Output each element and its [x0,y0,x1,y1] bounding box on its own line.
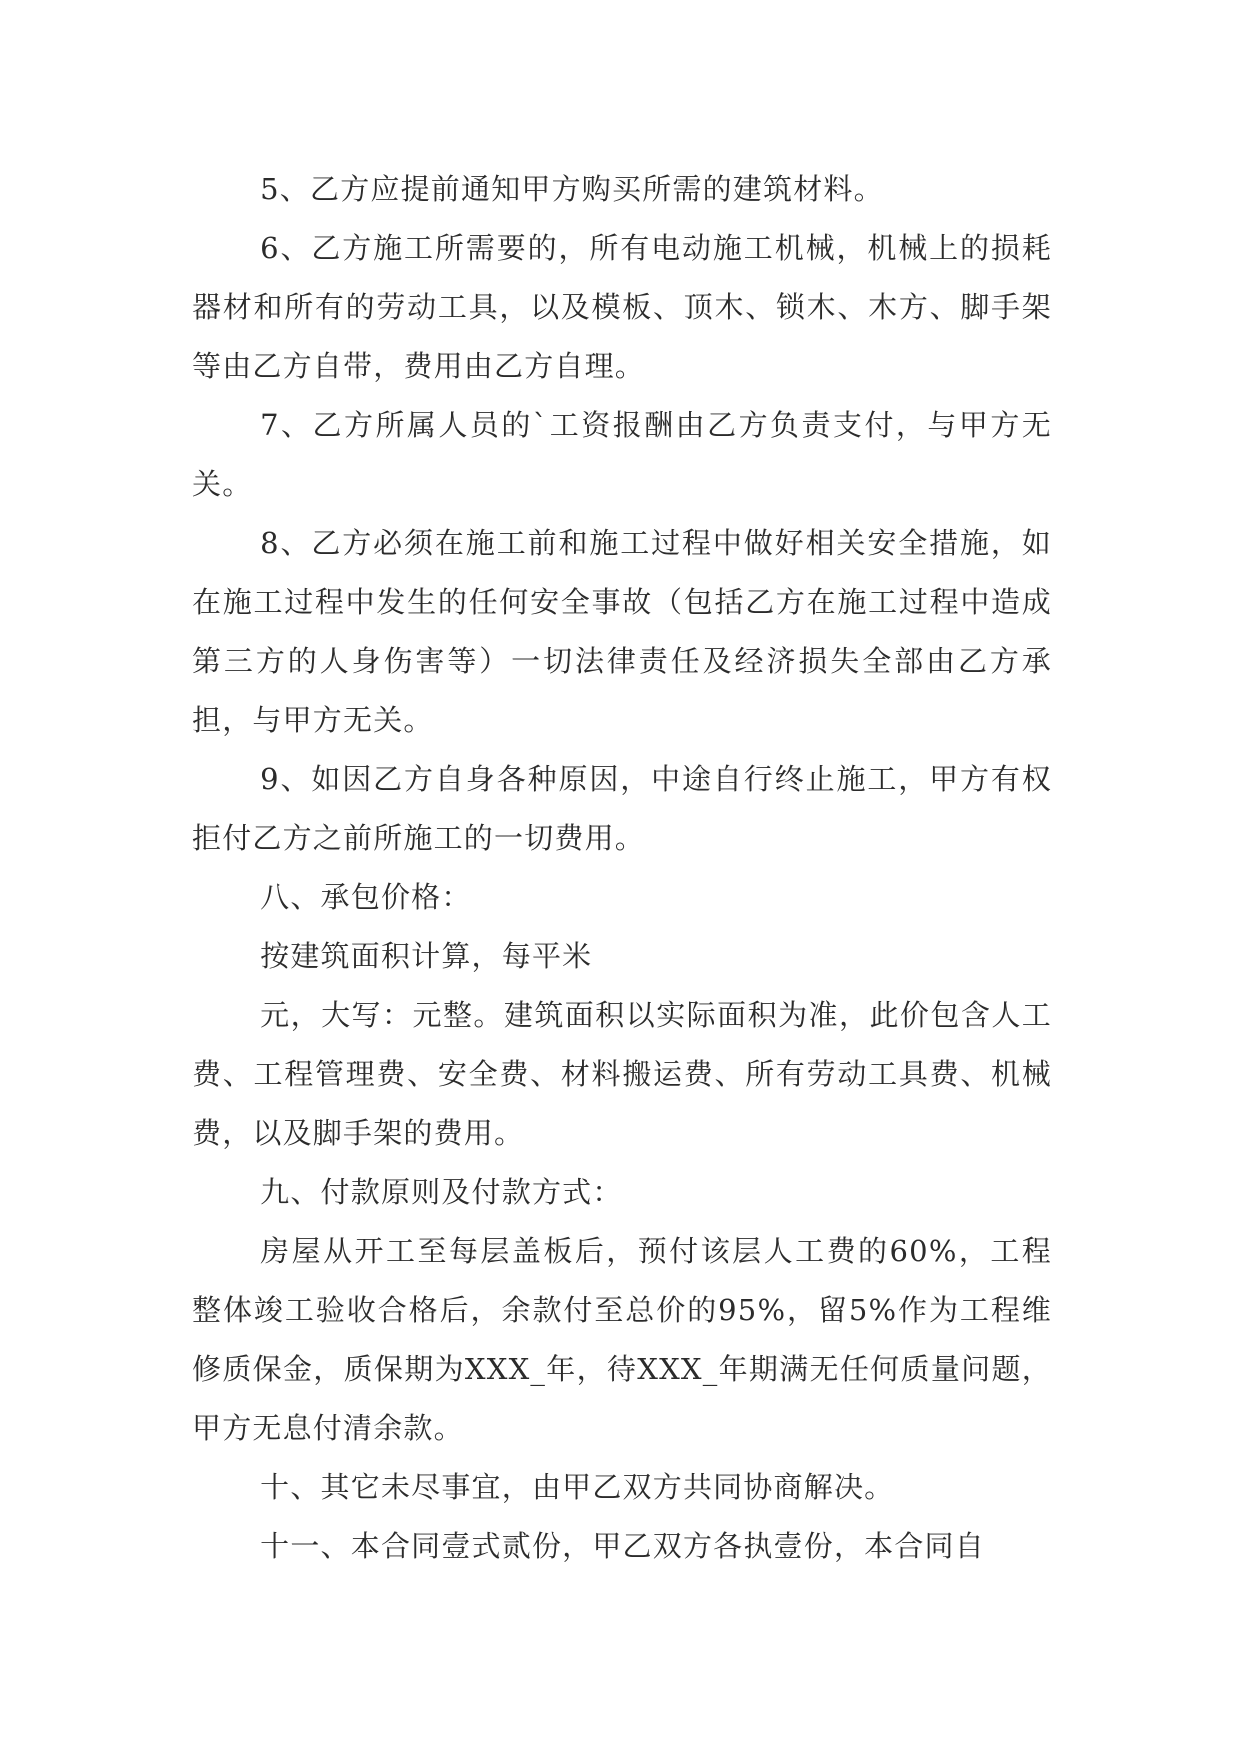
section-heading-price: 八、承包价格： [260,880,472,914]
price-line: 按建筑面积计算，每平米 [260,939,593,973]
clause-8: 8、乙方必须在施工前和施工过程中做好相关安全措施，如在施工过程中发生的任何安全事故（包括乙方在施工过程中造成第三方的人身伤害等）一切法律责任及经济损失全部由乙方承担，与甲方无关。 [192,526,1052,737]
section-other-matters: 十、其它未尽事宜，由甲乙双方共同协商解决。 [260,1470,895,1504]
payment-details: 房屋从开工至每层盖板后，预付该层人工费的60%，工程整体竣工验收合格后，余款付至总价的95%，留5%作为工程维修质保金，质保期为XXX_年，待XXX_年期满无任何质量问题，甲方无息付清余款。 [192,1234,1052,1445]
section-copies: 十一、本合同壹式贰份，甲乙双方各执壹份，本合同自 [260,1529,985,1563]
document-body [192,160,1052,1576]
clause-5: 5、乙方应提前通知甲方购买所需的建筑材料。 [260,172,884,206]
clause-6: 6、乙方施工所需要的，所有电动施工机械，机械上的损耗器材和所有的劳动工具，以及模板、顶木、锁木、木方、脚手架等由乙方自带，费用由乙方自理。 [192,231,1052,383]
clause-9: 9、如因乙方自身各种原因，中途自行终止施工，甲方有权拒付乙方之前所施工的一切费用。 [192,762,1052,855]
section-heading-payment: 九、付款原则及付款方式： [260,1175,623,1209]
clause-7: 7、乙方所属人员的`工资报酬由乙方负责支付，与甲方无关。 [192,408,1052,501]
price-details: 元，大写：元整。建筑面积以实际面积为准，此价包含人工费、工程管理费、安全费、材料搬运费、所有劳动工具费、机械费，以及脚手架的费用。 [192,998,1052,1150]
